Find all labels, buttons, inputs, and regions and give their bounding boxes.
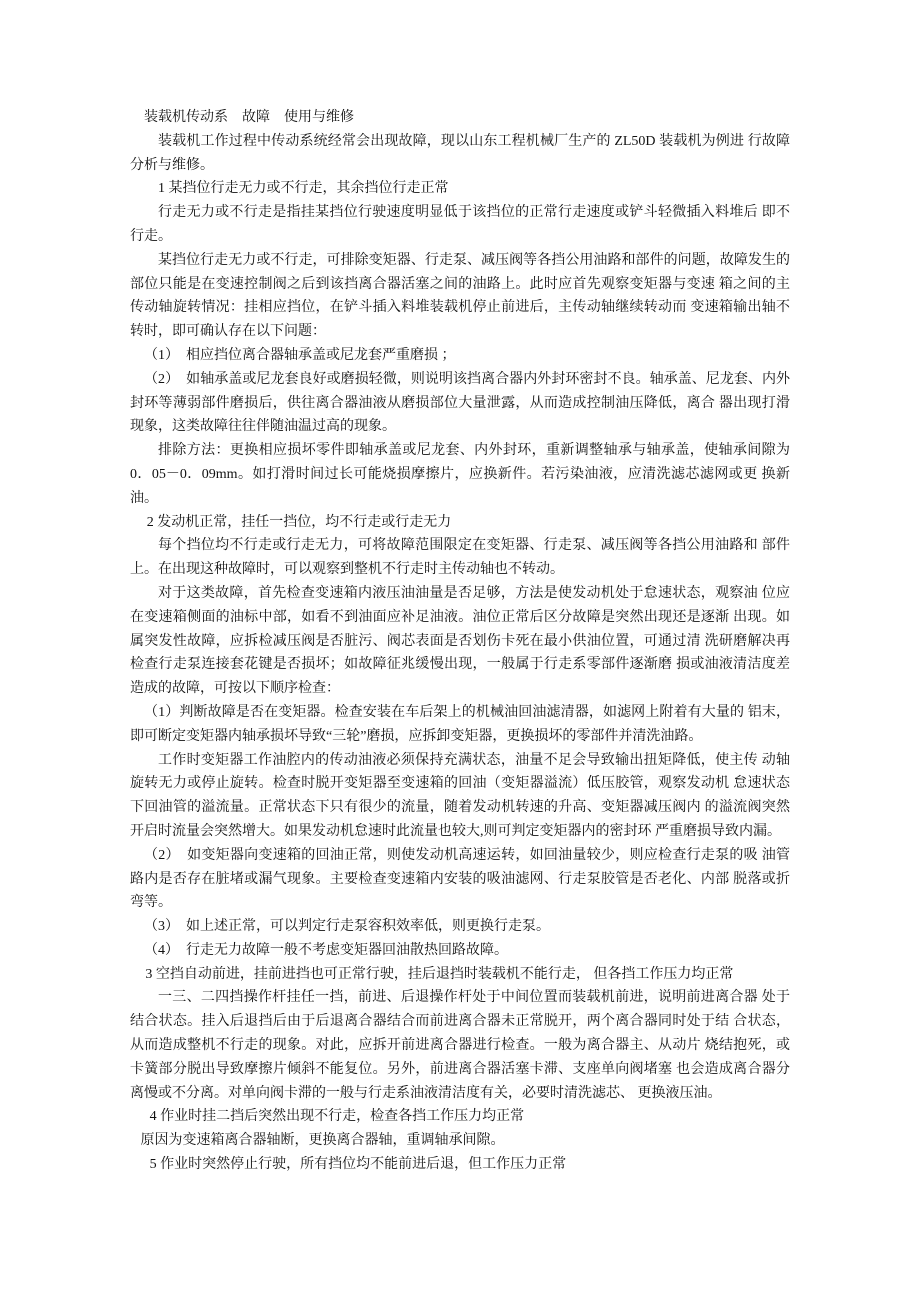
list-item-paragraph: （3） 如上述正常，可以判定行走泵容积效率低，则更换行走泵。 <box>144 919 550 935</box>
list-item-paragraph: （1） 相应挡位离合器轴承盖或尼龙套严重磨损 ； <box>144 347 456 363</box>
list-item-paragraph: （2） 如变矩器向变速箱的回油正常，则使发动机高速运转，如回油量较少，则应检查行走泵的吸 油管路内是否存在脏堵或漏气现象。主要检查变速箱内安装的吸油滤网、行走泵胶管是否老化、内部 脱落或折弯等。 <box>130 847 790 911</box>
section-heading: 2 发动机正常，挂任一挡位，均不行走或行走无力 <box>146 514 452 530</box>
document-body <box>130 106 790 1177</box>
list-item-paragraph: （1）判断故障是否在变矩器。检查安装在车后架上的机械油回油滤清器，如滤网上附着有大量的 铝末，即可断定变矩器内轴承损坏导致“三轮”磨损，应拆卸变矩器，更换损坏的零部件并清洗油路。 <box>130 704 790 744</box>
paragraph: 对于这类故障，首先检查变速箱内液压油油量是否足够，方法是使发动机处于怠速状态，观察油 位应在变速箱侧面的油标中部，如看不到油面应补足油液。油位正常后区分故障是突然出现还是逐渐 出现。如属突发性故障，应拆检减压阀是否脏污、阀芯表面是否划伤卡死在最小供油位置，可通过清 洗研磨解决再检查行走泵连接套花键是否损坏；如故障征兆缓慢出现，一般属于行走系零部件逐渐磨 损或油液清洁度差造成的故障，可按以下顺序检查： <box>130 585 790 697</box>
list-item-paragraph: （4） 行走无力故障一般不考虑变矩器回油散热回路故障。 <box>144 942 508 958</box>
section-heading: 4 作业时挂二挡后突然出现不行走，检查各挡工作压力均正常 <box>149 1109 525 1125</box>
paragraph: 排除方法：更换相应损坏零件即轴承盖或尼龙套、内外封环，重新调整轴承与轴承盖，使轴承间隙为0．05－0．09mm。如打滑时间过长可能烧损摩擦片，应换新件。若污染油液，应清洗滤芯滤网或更 换新油。 <box>130 443 790 506</box>
paragraph: 一三、二四挡操作杆挂任一挡，前进、后退操作杆处于中间位置而装载机前进，说明前进离合器 处于结合状态。挂入后退挡后由于后退离合器结合而前进离合器未正常脱开，两个离合器同时处于结 合状态，从而造成整机不行走的现象。对此，应拆开前进离合器进行检查。一般为离合器主、从动片 烧结抱死，或卡簧部分脱出导致摩擦片倾斜不能复位。另外，前进离合器活塞卡滞、支座单向阀堵塞 也会造成离合器分离慢或不分离。对单向阀卡滞的一般与行走系油液清洁度有关，必要时清洗滤芯、 更换液压油。 <box>130 990 790 1101</box>
paragraph: 装载机工作过程中传动系统经常会出现故障，现以山东工程机械厂生产的 ZL50D 装载机为例进 行故障分析与维修。 <box>130 133 790 173</box>
list-item-paragraph: （2） 如轴承盖或尼龙套良好或磨损轻微，则说明该挡离合器内外封环密封不良。轴承盖、尼龙套、内外封环等薄弱部件磨损后，供往离合器油液从磨损部位大量泄露，从而造成控制油压降低，离合 器出现打滑现象，这类故障往往伴随油温过高的现象。 <box>130 371 790 435</box>
paragraph: 每个挡位均不行走或行走无力，可将故障范围限定在变矩器、行走泵、减压阀等各挡公用油路和 部件上。在出现这种故障时，可以观察到整机不行走时主传动轴也不转动。 <box>130 538 790 578</box>
paragraph: 原因为变速箱离合器轴断，更换离合器轴，重调轴承间隙。 <box>140 1133 505 1149</box>
section-heading: 1 某挡位行走无力或不行走，其余挡位行走正常 <box>158 181 449 197</box>
section-heading: 3 空挡自动前进，挂前进挡也可正常行驶，挂后退挡时装载机不能行走， 但各挡工作压力均正常 <box>145 966 734 982</box>
paragraph: 工作时变矩器工作油腔内的传动油液必须保持充满状态，油量不足会导致输出扭矩降低，使主传 动轴旋转无力或停止旋转。检查时脱开变矩器至变速箱的回油（变矩器溢流）低压胶管，观察发动机 怠速状态下回油管的溢流量。正常状态下只有很少的流量，随着发动机转速的升高、变矩器减压阀内 的溢流阀突然开启时流量会突然增大。如果发动机怠速时此流量也较大,则可判定变矩器内的密封环 严重磨损导致内漏。 <box>130 752 790 839</box>
document-title: 装载机传动系 故障 使用与维修 <box>144 110 354 125</box>
paragraph: 行走无力或不行走是指挂某挡位行驶速度明显低于该挡位的正常行走速度或铲斗轻微插入料堆后 即不行走。 <box>130 205 790 244</box>
paragraph: 某挡位行走无力或不行走，可排除变矩器、行走泵、减压阀等各挡公用油路和部件的问题，故障发生的部位只能是在变速控制阀之后到该挡离合器活塞之间的油路上。此时应首先观察变矩器与变速 箱之间的主传动轴旋转情况：挂相应挡位，在铲斗插入料堆装载机停止前进后，主传动轴继续转动而 变速箱输出轴不转时，即可确认存在以下问题： <box>130 252 790 340</box>
section-heading: 5 作业时突然停止行驶，所有挡位均不能前进后退，但工作压力正常 <box>149 1157 567 1173</box>
